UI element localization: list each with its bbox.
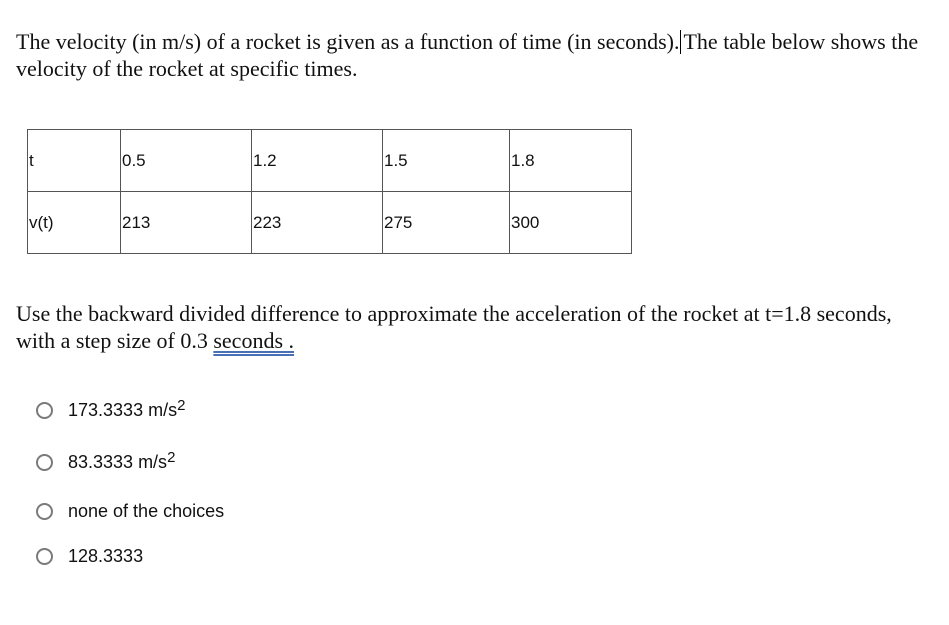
choice-option-3[interactable] — [36, 499, 224, 523]
table-cell: 0.5 — [121, 130, 252, 192]
choice-option-4[interactable] — [36, 544, 143, 568]
choice-option-2[interactable] — [36, 450, 175, 474]
text-cursor — [680, 30, 681, 54]
radio-button-icon[interactable] — [36, 402, 53, 419]
table-cell: 1.8 — [510, 130, 632, 192]
spellcheck-underlined-word: seconds . — [213, 328, 295, 353]
choice-label: 173.3333 $m/s^2$ — [68, 396, 186, 420]
choice-label: 83.3333 $m/s^2$ — [68, 448, 176, 472]
table-row — [28, 192, 632, 254]
table-cell: v(t) — [28, 192, 121, 254]
radio-button-icon[interactable] — [36, 503, 53, 520]
table-cell: 1.5 — [383, 130, 510, 192]
table-cell: 223 — [252, 192, 383, 254]
intro-sentence-1: The velocity (in m/s) of a rocket is given as a function of time (in seconds). — [16, 29, 680, 54]
table-cell: 1.2 — [252, 130, 383, 192]
choice-label: none of the choices — [68, 500, 225, 521]
table-cell: t — [28, 130, 121, 192]
table-cell: 275 — [383, 192, 510, 254]
intro-text — [16, 28, 926, 82]
radio-button-icon[interactable] — [36, 548, 53, 565]
intro-sentence-2: The table below shows the velocity of the rocket at specific times. — [16, 29, 919, 81]
radio-button-icon[interactable] — [36, 454, 53, 471]
question-text — [16, 300, 926, 354]
choice-label: 128.3333 — [68, 545, 144, 566]
question-main: Use the backward divided difference to approximate the acceleration of the rocket at t=1.8 seconds, with a step size of 0.3 — [16, 301, 892, 353]
velocity-table — [27, 129, 632, 254]
table-row — [28, 130, 632, 192]
choice-option-1[interactable] — [36, 398, 185, 422]
table-cell: 300 — [510, 192, 632, 254]
table-cell: 213 — [121, 192, 252, 254]
